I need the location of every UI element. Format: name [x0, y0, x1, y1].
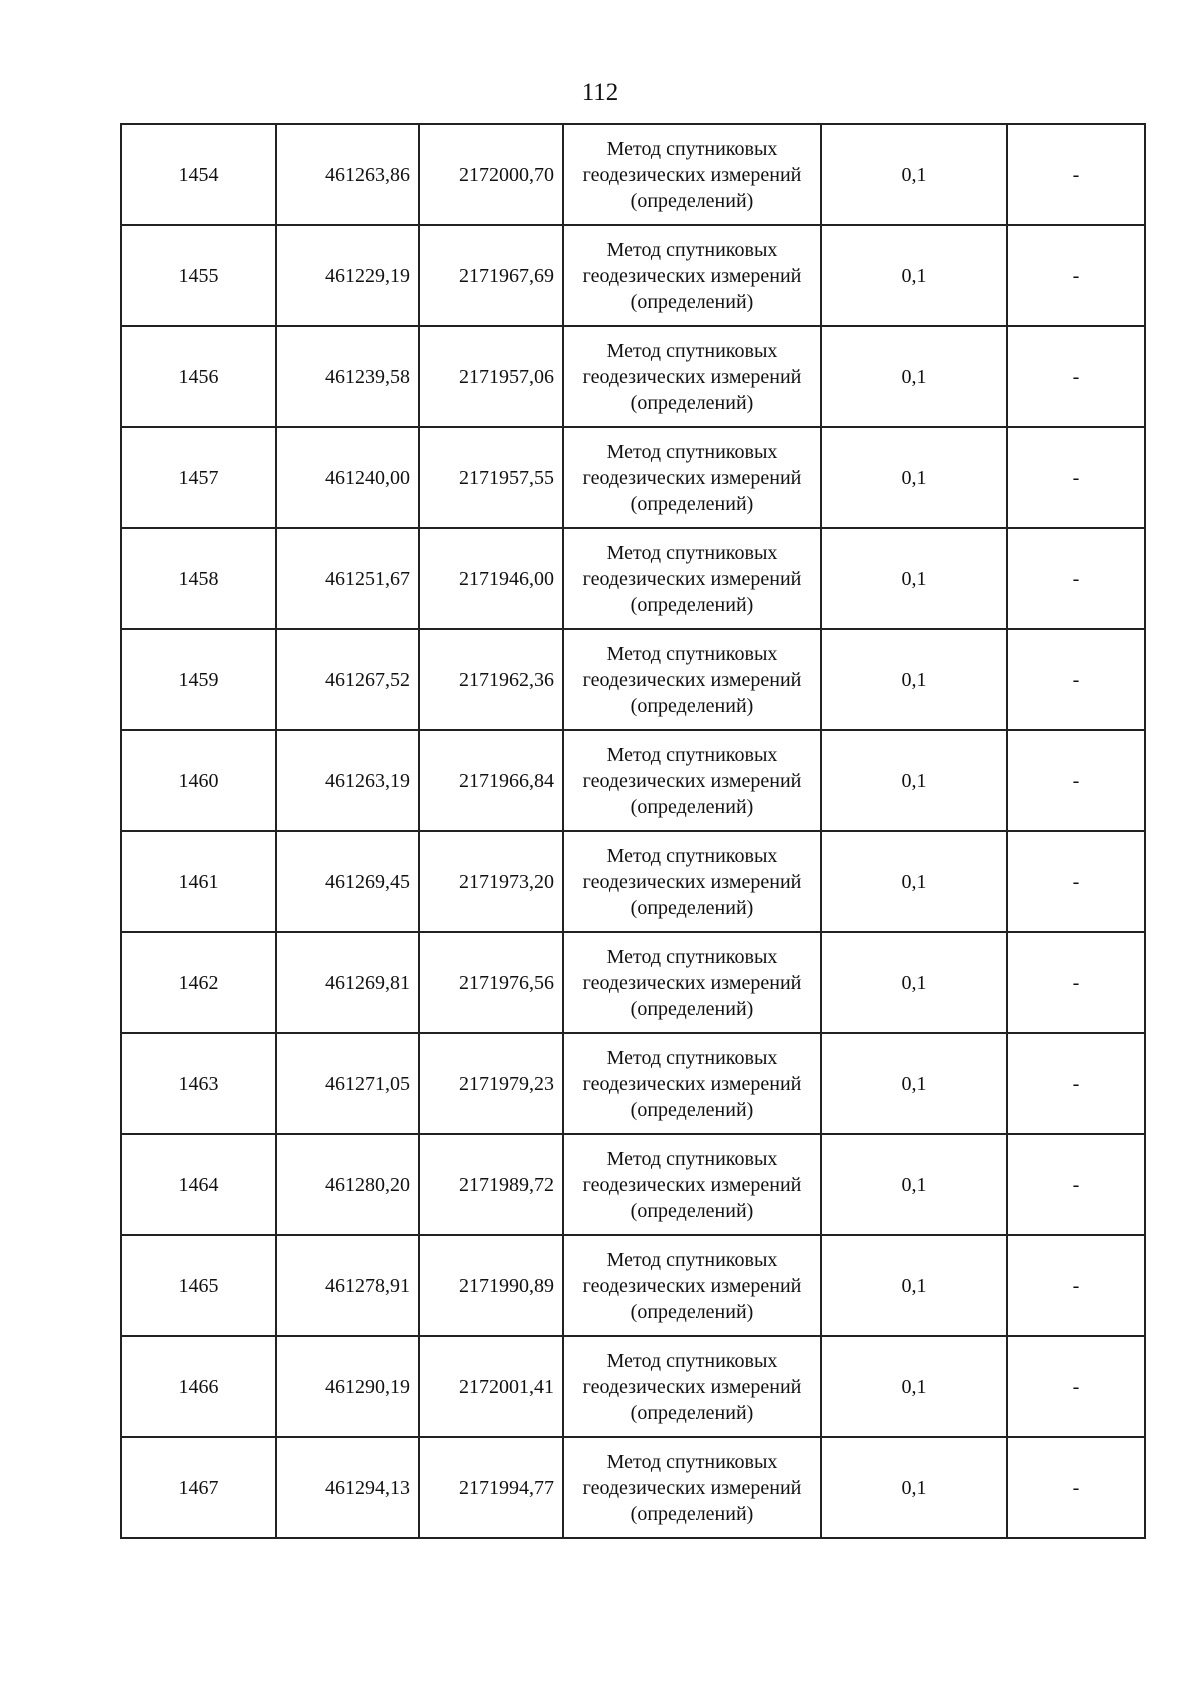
accuracy-cell: 0,1 [821, 1336, 1007, 1437]
method-line: Метод спутниковых [606, 440, 778, 463]
point-number-cell: 1464 [121, 1134, 276, 1235]
method-line: геодезических измерений [582, 971, 802, 994]
method-line: Метод спутниковых [606, 743, 778, 766]
method-line: (определений) [630, 189, 754, 212]
method-cell [563, 225, 821, 326]
x-coordinate-cell: 461280,20 [276, 1134, 419, 1235]
y-coordinate-cell: 2171990,89 [419, 1235, 563, 1336]
point-number-cell: 1465 [121, 1235, 276, 1336]
y-coordinate-cell: 2171957,55 [419, 427, 563, 528]
accuracy-cell: 0,1 [821, 932, 1007, 1033]
method-line: (определений) [630, 694, 754, 717]
accuracy-cell: 0,1 [821, 831, 1007, 932]
method-line: геодезических измерений [582, 870, 802, 893]
note-cell: - [1007, 932, 1145, 1033]
page-number: 112 [581, 79, 619, 106]
method-cell [563, 1437, 821, 1538]
y-coordinate-cell: 2171966,84 [419, 730, 563, 831]
table-row [121, 326, 1145, 427]
table-row [121, 1033, 1145, 1134]
y-coordinate-cell: 2172000,70 [419, 124, 563, 225]
accuracy-cell: 0,1 [821, 427, 1007, 528]
method-line: Метод спутниковых [606, 339, 778, 362]
method-cell [563, 831, 821, 932]
method-line: геодезических измерений [582, 163, 802, 186]
point-number-cell: 1454 [121, 124, 276, 225]
point-number-cell: 1463 [121, 1033, 276, 1134]
x-coordinate-cell: 461269,81 [276, 932, 419, 1033]
table-row [121, 124, 1145, 225]
method-line: (определений) [630, 1502, 754, 1525]
y-coordinate-cell: 2171957,06 [419, 326, 563, 427]
x-coordinate-cell: 461294,13 [276, 1437, 419, 1538]
note-cell: - [1007, 225, 1145, 326]
method-line: геодезических измерений [582, 466, 802, 489]
method-line: (определений) [630, 997, 754, 1020]
x-coordinate-cell: 461239,58 [276, 326, 419, 427]
method-line: Метод спутниковых [606, 844, 778, 867]
accuracy-cell: 0,1 [821, 124, 1007, 225]
x-coordinate-cell: 461263,86 [276, 124, 419, 225]
note-cell: - [1007, 730, 1145, 831]
method-line: (определений) [630, 1098, 754, 1121]
note-cell: - [1007, 326, 1145, 427]
method-line: Метод спутниковых [606, 137, 778, 160]
method-cell [563, 1134, 821, 1235]
point-number-cell: 1455 [121, 225, 276, 326]
method-cell [563, 932, 821, 1033]
y-coordinate-cell: 2171994,77 [419, 1437, 563, 1538]
accuracy-cell: 0,1 [821, 326, 1007, 427]
table-row [121, 1437, 1145, 1538]
table-row [121, 528, 1145, 629]
method-line: Метод спутниковых [606, 945, 778, 968]
point-number-cell: 1467 [121, 1437, 276, 1538]
x-coordinate-cell: 461278,91 [276, 1235, 419, 1336]
method-line: геодезических измерений [582, 1072, 802, 1095]
method-cell [563, 730, 821, 831]
accuracy-cell: 0,1 [821, 528, 1007, 629]
table-row [121, 932, 1145, 1033]
x-coordinate-cell: 461267,52 [276, 629, 419, 730]
x-coordinate-cell: 461251,67 [276, 528, 419, 629]
y-coordinate-cell: 2171967,69 [419, 225, 563, 326]
method-cell [563, 1336, 821, 1437]
y-coordinate-cell: 2171976,56 [419, 932, 563, 1033]
note-cell: - [1007, 1336, 1145, 1437]
point-number-cell: 1456 [121, 326, 276, 427]
method-line: Метод спутниковых [606, 541, 778, 564]
method-line: геодезических измерений [582, 264, 802, 287]
note-cell: - [1007, 1437, 1145, 1538]
table-row [121, 831, 1145, 932]
table-row [121, 225, 1145, 326]
method-line: Метод спутниковых [606, 1450, 778, 1473]
method-line: геодезических измерений [582, 567, 802, 590]
table-row [121, 1235, 1145, 1336]
method-cell [563, 124, 821, 225]
method-line: Метод спутниковых [606, 642, 778, 665]
point-number-cell: 1459 [121, 629, 276, 730]
point-number-cell: 1460 [121, 730, 276, 831]
point-number-cell: 1461 [121, 831, 276, 932]
accuracy-cell: 0,1 [821, 1033, 1007, 1134]
note-cell: - [1007, 1134, 1145, 1235]
x-coordinate-cell: 461269,45 [276, 831, 419, 932]
note-cell: - [1007, 124, 1145, 225]
note-cell: - [1007, 1235, 1145, 1336]
table-row [121, 730, 1145, 831]
accuracy-cell: 0,1 [821, 1437, 1007, 1538]
note-cell: - [1007, 427, 1145, 528]
method-line: геодезических измерений [582, 365, 802, 388]
accuracy-cell: 0,1 [821, 1134, 1007, 1235]
method-line: Метод спутниковых [606, 238, 778, 261]
x-coordinate-cell: 461271,05 [276, 1033, 419, 1134]
y-coordinate-cell: 2171979,23 [419, 1033, 563, 1134]
method-line: Метод спутниковых [606, 1147, 778, 1170]
x-coordinate-cell: 461263,19 [276, 730, 419, 831]
method-cell [563, 427, 821, 528]
point-number-cell: 1466 [121, 1336, 276, 1437]
note-cell: - [1007, 831, 1145, 932]
method-line: геодезических измерений [582, 769, 802, 792]
table-row [121, 1134, 1145, 1235]
method-line: (определений) [630, 290, 754, 313]
method-line: (определений) [630, 1300, 754, 1323]
method-line: Метод спутниковых [606, 1349, 778, 1372]
method-cell [563, 629, 821, 730]
method-line: Метод спутниковых [606, 1046, 778, 1069]
y-coordinate-cell: 2171989,72 [419, 1134, 563, 1235]
x-coordinate-cell: 461229,19 [276, 225, 419, 326]
method-cell [563, 1033, 821, 1134]
accuracy-cell: 0,1 [821, 730, 1007, 831]
method-line: (определений) [630, 896, 754, 919]
note-cell: - [1007, 1033, 1145, 1134]
method-line: (определений) [630, 391, 754, 414]
table-row [121, 427, 1145, 528]
point-number-cell: 1462 [121, 932, 276, 1033]
method-line: (определений) [630, 492, 754, 515]
note-cell: - [1007, 528, 1145, 629]
x-coordinate-cell: 461290,19 [276, 1336, 419, 1437]
y-coordinate-cell: 2171962,36 [419, 629, 563, 730]
method-line: Метод спутниковых [606, 1248, 778, 1271]
point-number-cell: 1457 [121, 427, 276, 528]
method-line: геодезических измерений [582, 1375, 802, 1398]
accuracy-cell: 0,1 [821, 225, 1007, 326]
coordinates-table [120, 123, 1146, 1539]
method-line: геодезических измерений [582, 1476, 802, 1499]
method-cell [563, 326, 821, 427]
y-coordinate-cell: 2172001,41 [419, 1336, 563, 1437]
accuracy-cell: 0,1 [821, 629, 1007, 730]
method-line: геодезических измерений [582, 1274, 802, 1297]
note-cell: - [1007, 629, 1145, 730]
method-cell [563, 528, 821, 629]
y-coordinate-cell: 2171946,00 [419, 528, 563, 629]
accuracy-cell: 0,1 [821, 1235, 1007, 1336]
method-cell [563, 1235, 821, 1336]
table-row [121, 629, 1145, 730]
method-line: (определений) [630, 795, 754, 818]
method-line: (определений) [630, 1199, 754, 1222]
x-coordinate-cell: 461240,00 [276, 427, 419, 528]
method-line: (определений) [630, 593, 754, 616]
table-row [121, 1336, 1145, 1437]
y-coordinate-cell: 2171973,20 [419, 831, 563, 932]
method-line: геодезических измерений [582, 1173, 802, 1196]
coordinates-table-body [121, 124, 1145, 1538]
method-line: геодезических измерений [582, 668, 802, 691]
point-number-cell: 1458 [121, 528, 276, 629]
method-line: (определений) [630, 1401, 754, 1424]
